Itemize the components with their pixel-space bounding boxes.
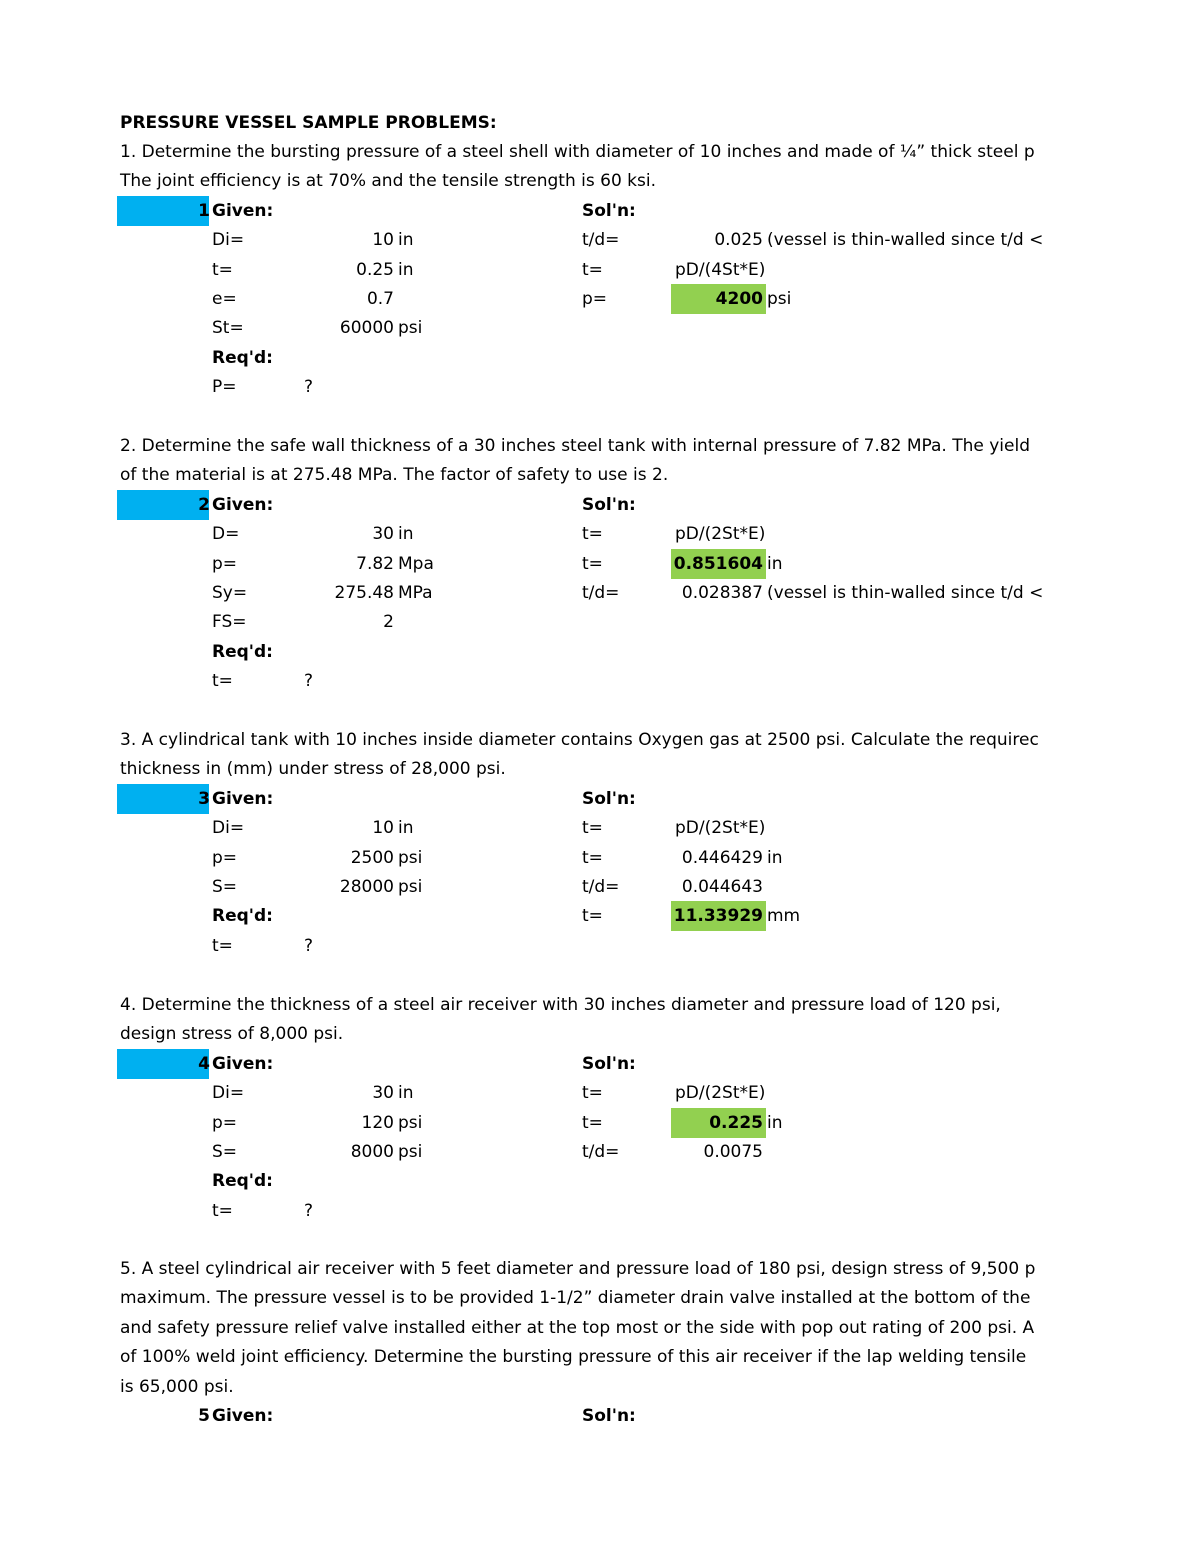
problem-text-line: maximum. The pressure vessel is to be provided 1-1/2” diameter drain valve installed at the bottom of the xyxy=(120,1288,1031,1309)
solution-var-label: t/d= xyxy=(582,583,620,603)
given-unit: psi xyxy=(398,318,423,339)
problem-number: 5 xyxy=(198,1406,210,1426)
required-label: Req'd: xyxy=(212,347,273,368)
solution-var-label: t= xyxy=(582,1112,603,1133)
solution-label: Sol'n: xyxy=(582,1406,636,1426)
given-var-label: S= xyxy=(212,1142,238,1162)
solution-var-label: t= xyxy=(582,553,603,574)
required-label: Req'd: xyxy=(212,906,273,927)
problem-text-line: 4. Determine the thickness of a steel air receiver with 30 inches diameter and pressure load of 120 psi, xyxy=(120,995,1001,1015)
required-var-label: t= xyxy=(212,671,233,692)
given-unit: in xyxy=(398,259,414,280)
solution-var-label: t= xyxy=(582,1083,603,1104)
given-value: 120 xyxy=(361,1112,394,1133)
given-unit: psi xyxy=(398,1142,423,1162)
required-value: ? xyxy=(304,935,314,956)
answer-value: 11.33929 xyxy=(673,906,763,927)
solution-formula: pD/(2St*E) xyxy=(675,1083,766,1104)
solution-formula: pD/(4St*E) xyxy=(675,259,766,280)
given-unit: MPa xyxy=(398,583,433,603)
given-label: Given: xyxy=(212,1053,274,1074)
given-value: 30 xyxy=(372,1083,394,1104)
given-var-label: p= xyxy=(212,553,238,574)
required-var-label: t= xyxy=(212,935,233,956)
given-var-label: S= xyxy=(212,877,238,897)
solution-value: 0.0075 xyxy=(703,1142,763,1162)
solution-var-label: t/d= xyxy=(582,1142,620,1162)
solution-label: Sol'n: xyxy=(582,200,636,221)
solution-label: Sol'n: xyxy=(582,1053,636,1074)
problem-text-line: The joint efficiency is at 70% and the tensile strength is 60 ksi. xyxy=(120,171,656,192)
given-var-label: Di= xyxy=(212,818,245,839)
required-var-label: t= xyxy=(212,1200,233,1221)
given-unit: in xyxy=(398,818,414,839)
solution-unit: in xyxy=(767,1112,783,1133)
problem-number: 1 xyxy=(198,200,210,221)
solution-unit: in xyxy=(767,847,783,868)
solution-unit: (vessel is thin-walled since t/d < xyxy=(767,583,1044,603)
given-value: 2500 xyxy=(350,847,394,868)
problem-number: 3 xyxy=(198,788,210,809)
given-var-label: Sy= xyxy=(212,583,248,603)
given-var-label: D= xyxy=(212,524,240,545)
answer-value: 0.225 xyxy=(709,1112,763,1133)
given-var-label: Di= xyxy=(212,230,245,251)
required-label: Req'd: xyxy=(212,1171,273,1192)
given-value: 275.48 xyxy=(334,583,394,603)
problem-text-line: of the material is at 275.48 MPa. The factor of safety to use is 2. xyxy=(120,465,669,486)
given-label: Given: xyxy=(212,788,274,809)
solution-formula: pD/(2St*E) xyxy=(675,818,766,839)
given-value: 10 xyxy=(372,230,394,251)
given-value: 0.25 xyxy=(356,259,394,280)
problem-text-line: design stress of 8,000 psi. xyxy=(120,1024,344,1045)
required-value: ? xyxy=(304,1200,314,1221)
given-value: 2 xyxy=(383,612,394,633)
given-var-label: FS= xyxy=(212,612,247,633)
given-unit: psi xyxy=(398,877,423,897)
given-var-label: St= xyxy=(212,318,244,339)
page-heading: PRESSURE VESSEL SAMPLE PROBLEMS: xyxy=(120,113,497,133)
problem-text-line: 5. A steel cylindrical air receiver with 5 feet diameter and pressure load of 180 psi, design stress of 9,500 p xyxy=(120,1259,1036,1279)
given-var-label: t= xyxy=(212,259,233,280)
given-value: 28000 xyxy=(339,877,394,897)
solution-label: Sol'n: xyxy=(582,788,636,809)
problem-text-line: is 65,000 psi. xyxy=(120,1376,234,1397)
required-value: ? xyxy=(304,377,314,398)
given-unit: psi xyxy=(398,847,423,868)
solution-var-label: t= xyxy=(582,259,603,280)
given-label: Given: xyxy=(212,494,274,515)
given-value: 7.82 xyxy=(356,553,394,574)
solution-var-label: p= xyxy=(582,289,608,309)
solution-value: 0.025 xyxy=(714,230,763,251)
required-var-label: P= xyxy=(212,377,237,398)
solution-var-label: t/d= xyxy=(582,230,620,251)
given-unit: psi xyxy=(398,1112,423,1133)
solution-unit: mm xyxy=(767,906,801,927)
problem-text-line: 1. Determine the bursting pressure of a steel shell with diameter of 10 inches and made of ¼” thick steel p xyxy=(120,142,1035,162)
solution-unit: (vessel is thin-walled since t/d < xyxy=(767,230,1044,251)
solution-var-label: t= xyxy=(582,847,603,868)
solution-label: Sol'n: xyxy=(582,494,636,515)
given-unit: in xyxy=(398,524,414,545)
solution-formula: pD/(2St*E) xyxy=(675,524,766,545)
solution-unit: psi xyxy=(767,289,792,309)
problem-number: 4 xyxy=(198,1053,210,1074)
answer-value: 4200 xyxy=(715,289,763,309)
problem-text-line: 3. A cylindrical tank with 10 inches inside diameter contains Oxygen gas at 2500 psi. Calculate the requirec xyxy=(120,730,1039,750)
problem-number: 2 xyxy=(198,494,210,515)
problem-text-line: of 100% weld joint efficiency. Determine the bursting pressure of this air receiver if the lap welding tensile xyxy=(120,1347,1027,1368)
given-label: Given: xyxy=(212,1406,274,1426)
given-var-label: Di= xyxy=(212,1083,245,1104)
required-value: ? xyxy=(304,671,314,692)
given-var-label: p= xyxy=(212,1112,238,1133)
problem-text-line: 2. Determine the safe wall thickness of a 30 inches steel tank with internal pressure of 7.82 MPa. The yield xyxy=(120,436,1031,456)
given-value: 8000 xyxy=(350,1142,394,1162)
solution-value: 0.044643 xyxy=(681,877,763,897)
solution-value: 0.446429 xyxy=(681,847,763,868)
given-unit: in xyxy=(398,230,414,251)
solution-var-label: t/d= xyxy=(582,877,620,897)
given-var-label: e= xyxy=(212,289,237,309)
given-value: 10 xyxy=(372,818,394,839)
given-value: 30 xyxy=(372,524,394,545)
given-unit: in xyxy=(398,1083,414,1104)
required-label: Req'd: xyxy=(212,641,273,662)
solution-unit: in xyxy=(767,553,783,574)
given-value: 0.7 xyxy=(366,289,394,309)
problem-text-line: thickness in (mm) under stress of 28,000 psi. xyxy=(120,759,506,780)
given-value: 60000 xyxy=(339,318,394,339)
problem-text-line: and safety pressure relief valve installed either at the top most or the side with pop out rating of 200 psi. A xyxy=(120,1317,1035,1338)
solution-var-label: t= xyxy=(582,818,603,839)
solution-var-label: t= xyxy=(582,524,603,545)
solution-value: 0.028387 xyxy=(681,583,763,603)
given-label: Given: xyxy=(212,200,274,221)
solution-var-label: t= xyxy=(582,906,603,927)
given-var-label: p= xyxy=(212,847,238,868)
answer-value: 0.851604 xyxy=(673,553,763,574)
given-unit: Mpa xyxy=(398,553,434,574)
